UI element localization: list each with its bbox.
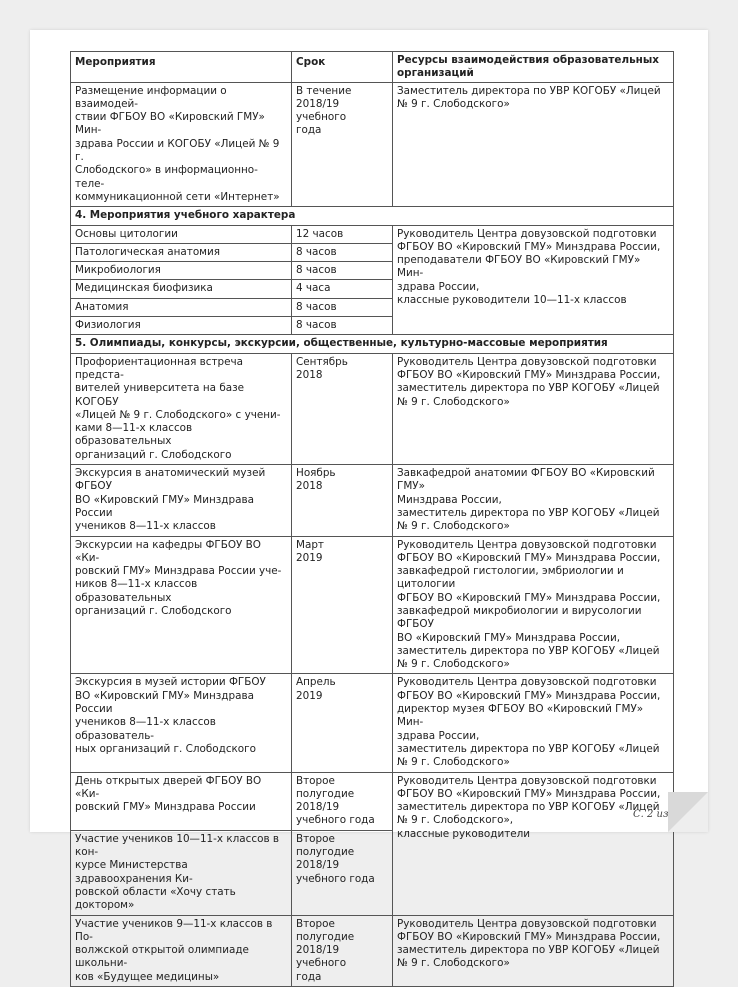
term-cell: Апрель 2019 xyxy=(292,674,393,772)
section-4-title: 4. Мероприятия учебного характера xyxy=(71,207,674,225)
term-cell: Второе полугодие 2018/19 учебного года xyxy=(292,830,393,915)
resources-cell: Заместитель директора по УВР КОГОБУ «Лицей № 9 г. Слободского» xyxy=(393,82,674,207)
table-row xyxy=(71,536,674,674)
term-cell: 8 часов xyxy=(292,262,393,280)
term-cell: Второе полугодие 2018/19 учебного года xyxy=(292,915,393,986)
section-5-title: 5. Олимпиады, конкурсы, экскурсии, общественные, культурно-массовые мероприятия xyxy=(71,335,674,353)
document-page xyxy=(30,30,708,983)
event-cell: Анатомия xyxy=(71,298,292,316)
resources-cell: Руководитель Центра довузовской подготовки ФГБОУ ВО «Кировский ГМУ» Минздрава России, заместитель директора по УВР КОГОБУ «Лицей № 9 г. Слободского» xyxy=(393,915,674,986)
event-cell: Микробиология xyxy=(71,262,292,280)
resources-cell: Руководитель Центра довузовской подготовки ФГБОУ ВО «Кировский ГМУ» Минздрава России, преподаватели ФГБОУ ВО «Кировский ГМУ» Мин- здрава России, классные руководители 10—11-х классов xyxy=(393,225,674,335)
term-cell: Март 2019 xyxy=(292,536,393,674)
page-number: С. 2 из 5 xyxy=(633,809,678,820)
term-cell: Сентябрь 2018 xyxy=(292,353,393,464)
term-cell: В течение 2018/19 учебного года xyxy=(292,82,393,207)
term-cell: 8 часов xyxy=(292,317,393,335)
term-cell: Ноябрь 2018 xyxy=(292,465,393,536)
event-cell: Профориентационная встреча предста- вителей университета на базе КОГОБУ «Лицей № 9 г. Слободского» с учени- ками 8—11-х классов образовательных организаций г. Слободского xyxy=(71,353,292,464)
resources-cell: Руководитель Центра довузовской подготовки ФГБОУ ВО «Кировский ГМУ» Минздрава России, завкафедрой гистологии, эмбриологии и цитологии ФГБОУ ВО «Кировский ГМУ» Минздрава России, завкафедрой микробиологии и вирусологии ФГБОУ ВО «Кировский ГМУ» Минздрава России, заместитель директора по УВР КОГОБУ «Лицей № 9 г. Слободского» xyxy=(393,536,674,674)
header-term: Срок xyxy=(292,52,393,83)
table-row xyxy=(71,772,674,830)
term-cell: 8 часов xyxy=(292,243,393,261)
table-header-row xyxy=(71,52,674,83)
event-cell: Основы цитологии xyxy=(71,225,292,243)
resources-cell: Руководитель Центра довузовской подготовки ФГБОУ ВО «Кировский ГМУ» Минздрава России, заместитель директора по УВР КОГОБУ «Лицей № 9 г. Слободского», классные руководители xyxy=(393,772,674,915)
event-cell: Экскурсии на кафедры ФГБОУ ВО «Ки- ровский ГМУ» Минздрава России уче- ников 8—11-х классов образовательных организаций г. Слободского xyxy=(71,536,292,674)
table-row xyxy=(71,353,674,464)
header-resources: Ресурсы взаимодействия образовательных организаций xyxy=(393,52,674,83)
event-cell: Участие учеников 10—11-х классов в кон- курсе Министерства здравоохранения Ки- ровской области «Хочу стать доктором» xyxy=(71,830,292,915)
table-row xyxy=(71,82,674,207)
resources-cell: Завкафедрой анатомии ФГБОУ ВО «Кировский ГМУ» Минздрава России, заместитель директора по УВР КОГОБУ «Лицей № 9 г. Слободского» xyxy=(393,465,674,536)
resources-cell: Руководитель Центра довузовской подготовки ФГБОУ ВО «Кировский ГМУ» Минздрава России, заместитель директора по УВР КОГОБУ «Лицей № 9 г. Слободского» xyxy=(393,353,674,464)
section-heading-row xyxy=(71,207,674,225)
table-row xyxy=(71,465,674,536)
activities-table xyxy=(70,51,674,987)
term-cell: 4 часа xyxy=(292,280,393,298)
event-cell: Размещение информации о взаимодей- ствии ФГБОУ ВО «Кировский ГМУ» Мин- здрава России и КОГОБУ «Лицей № 9 г. Слободского» в информационно-теле- коммуникационной сети «Интернет» xyxy=(71,82,292,207)
page-corner-fold xyxy=(668,792,708,832)
event-cell: День открытых дверей ФГБОУ ВО «Ки- ровский ГМУ» Минздрава России xyxy=(71,772,292,830)
section-heading-row xyxy=(71,335,674,353)
table-row xyxy=(71,225,674,243)
header-events: Мероприятия xyxy=(71,52,292,83)
table-row xyxy=(71,674,674,772)
event-cell: Экскурсия в анатомический музей ФГБОУ ВО «Кировский ГМУ» Минздрава России учеников 8—11-х классов xyxy=(71,465,292,536)
event-cell: Физиология xyxy=(71,317,292,335)
table-row xyxy=(71,915,674,986)
resources-cell: Руководитель Центра довузовской подготовки ФГБОУ ВО «Кировский ГМУ» Минздрава России, директор музея ФГБОУ ВО «Кировский ГМУ» Мин- здрава России, заместитель директора по УВР КОГОБУ «Лицей № 9 г. Слободского» xyxy=(393,674,674,772)
term-cell: 8 часов xyxy=(292,298,393,316)
term-cell: Второе полугодие 2018/19 учебного года xyxy=(292,772,393,830)
term-cell: 12 часов xyxy=(292,225,393,243)
event-cell: Патологическая анатомия xyxy=(71,243,292,261)
event-cell: Медицинская биофизика xyxy=(71,280,292,298)
event-cell: Участие учеников 9—11-х классов в По- волжской открытой олимпиаде школьни- ков «Будущее медицины» xyxy=(71,915,292,986)
event-cell: Экскурсия в музей истории ФГБОУ ВО «Кировский ГМУ» Минздрава России учеников 8—11-х классов образователь- ных организаций г. Слободского xyxy=(71,674,292,772)
